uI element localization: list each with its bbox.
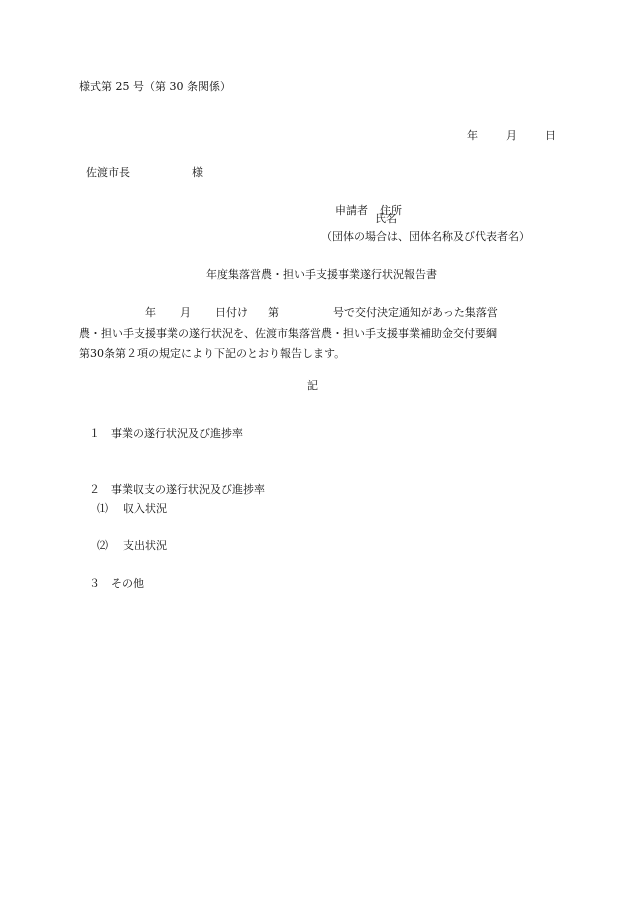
body-line-1 — [79, 303, 549, 324]
body-paragraph — [79, 303, 549, 365]
honorific: 様 — [192, 166, 203, 179]
date-year-label: 年 — [467, 129, 478, 142]
body-dai: 第 — [268, 306, 279, 319]
name-label: 氏名 — [375, 212, 397, 225]
section-2-1 — [90, 492, 167, 514]
body-dated: 日付け — [215, 306, 248, 319]
section-2-2-label: 支出状況 — [123, 539, 167, 552]
group-note: （団体の場合は、団体名称及び代表者名） — [321, 230, 530, 243]
body-month: 月 — [180, 306, 191, 319]
section-2-1-number: ⑴ — [97, 502, 108, 515]
section-2-number: ２ — [89, 483, 100, 496]
body-line1-rest: 号で交付決定通知があった集落営 — [333, 306, 498, 319]
section-3-number: ３ — [89, 577, 100, 590]
mayor-title: 佐渡市長 — [86, 166, 130, 179]
date-month-label: 月 — [506, 129, 517, 142]
address-label: 住所 — [380, 204, 402, 217]
section-2-1-label: 収入状況 — [123, 502, 167, 515]
date-day-label: 日 — [545, 129, 556, 142]
addressee — [79, 156, 203, 178]
section-1 — [82, 417, 243, 439]
body-line-2: 農・担い手支援事業の遂行状況を、佐渡市集落営農・担い手支援事業補助金交付要綱 — [79, 326, 497, 340]
applicant-label: 申請者 — [335, 204, 368, 217]
section-2-2 — [90, 529, 167, 551]
body-line-3: 第30条第２項の規定により下記のとおり報告します。 — [79, 347, 346, 360]
section-1-label: 事業の遂行状況及び進捗率 — [111, 427, 243, 440]
body-year: 年 — [145, 306, 156, 319]
section-2-label: 事業収支の遂行状況及び進捗率 — [111, 483, 265, 496]
section-2-2-number: ⑵ — [97, 539, 108, 552]
date-line — [460, 119, 556, 141]
section-3 — [82, 567, 144, 589]
form-number: 様式第 25 号（第 30 条関係） — [79, 80, 231, 93]
section-3-label: その他 — [111, 577, 144, 590]
section-1-number: １ — [89, 427, 100, 440]
ki-heading: 記 — [307, 379, 318, 392]
document-title: 年度集落営農・担い手支援事業遂行状況報告書 — [206, 268, 437, 281]
